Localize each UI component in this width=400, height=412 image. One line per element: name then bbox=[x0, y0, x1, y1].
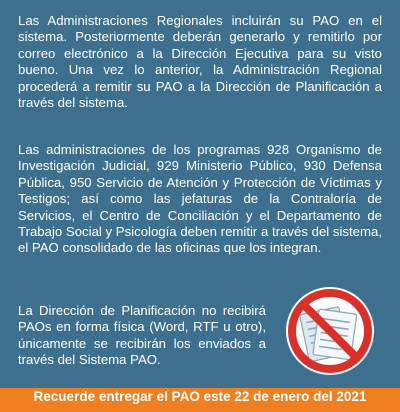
paragraph-program-administrations: Las administraciones de los programas 928 Organismo de Investigación Judicial, 929 Ministerio Público, 930 Defensa Pública, 950 Servicio de Atención y Protección de Víctimas y Testigos; así como las jefaturas de la Contraloría de Servicios, el Centro de Conciliación y el Departamento de Trabajo Social y Psicología deben remitir a través del sistema, el PAO consolidado de las oficinas que los integran. bbox=[18, 142, 382, 256]
footer-reminder-text: Recuerde entregar el PAO este 22 de enero del 2021 bbox=[33, 389, 367, 404]
no-documents-icon bbox=[282, 283, 378, 379]
paragraph-regional-administrations: Las Administraciones Regionales incluirán su PAO en el sistema. Posteriormente deberán generarlo y remitirlo por correo electrónico a la Dirección Ejecutiva para su visto bueno. Una vez lo anterior, la Administración Regional procederá a remitir su PAO a la Dirección de Planificación a través del sistema. bbox=[18, 13, 382, 111]
paragraph-no-physical-documents: La Dirección de Planificación no recibirá PAOs en forma física (Word, RTF u otro), únicamente se recibirán los enviados a través del Sistema PAO. bbox=[18, 303, 266, 368]
